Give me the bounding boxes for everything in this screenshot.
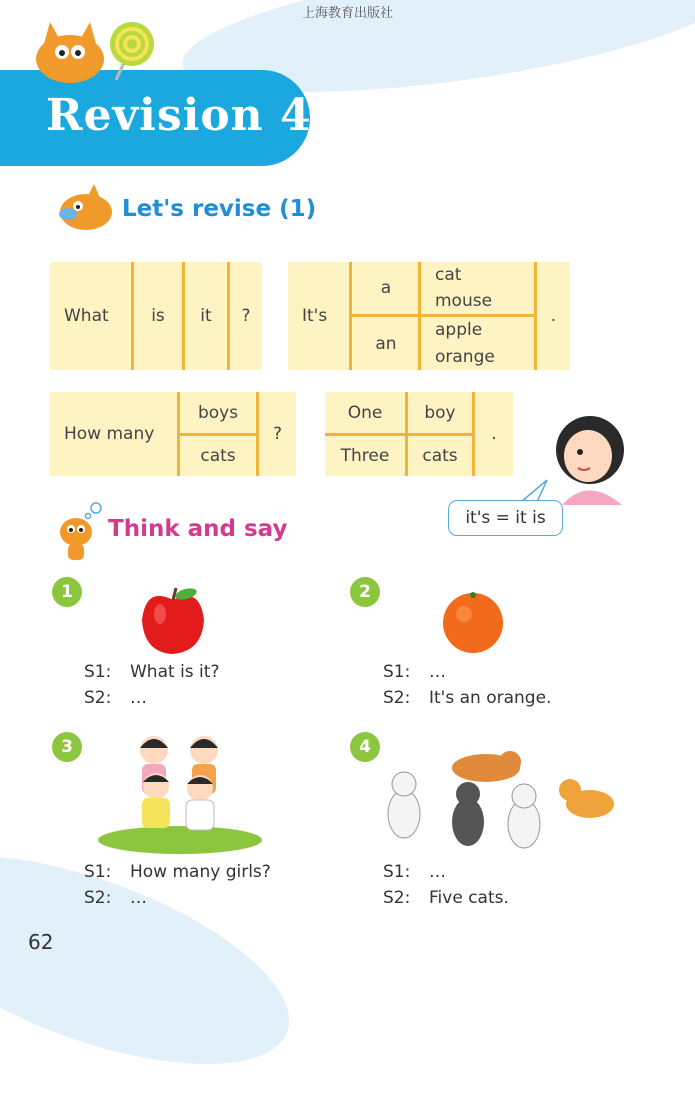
table-what-is-it (50, 262, 262, 370)
cell-period: . (550, 306, 557, 326)
dialogue-3 (84, 862, 271, 908)
dialogue-4 (383, 862, 509, 908)
orange-illustration (440, 588, 506, 654)
cell-mouse: mouse (435, 291, 493, 311)
lets-revise-title: Let's revise (1) (122, 196, 317, 222)
speaker-label: S2: (84, 888, 112, 908)
unit-title: Revision 4 (46, 90, 312, 141)
dialogue-1 (84, 662, 219, 708)
speaker-label: S1: (383, 862, 411, 882)
speaker-label: S2: (383, 688, 411, 708)
cell-an: an (375, 333, 397, 354)
item-number-badge: 3 (52, 732, 82, 762)
item-number-badge: 4 (350, 732, 380, 762)
cell-cat: cat (435, 265, 462, 285)
s1-line: … (429, 662, 446, 682)
s1-line: What is it? (130, 662, 220, 682)
cell-one: One (347, 402, 383, 423)
s2-line: … (130, 888, 147, 908)
table-one-three (325, 392, 513, 476)
cell-orange: orange (435, 346, 495, 367)
s2-line: Five cats. (429, 888, 509, 908)
cell-its: It's (302, 306, 328, 326)
cat-lollipop-icon (20, 14, 160, 84)
cell-three: Three (340, 446, 390, 466)
speaker-label: S1: (84, 862, 112, 882)
cat-phone-icon (48, 182, 118, 234)
speaker-label: S2: (383, 888, 411, 908)
children-illustration (96, 728, 264, 856)
speaker-label: S1: (84, 662, 112, 682)
cell-it: it (200, 306, 212, 326)
cat-thinking-icon (48, 502, 108, 564)
item-number-badge: 1 (52, 577, 82, 607)
publisher-name: 上海教育出版社 (301, 6, 393, 21)
apple-illustration (136, 586, 210, 658)
cell-apple: apple (435, 320, 483, 340)
cell-how-many: How many (64, 424, 155, 444)
cell-question-mark: ? (272, 424, 283, 444)
cell-is: is (151, 306, 165, 326)
cell-cats: cats (200, 446, 236, 466)
s1-line: … (429, 862, 446, 882)
cell-boy: boy (424, 402, 456, 423)
cats-illustration (382, 738, 626, 858)
girl-illustration (548, 410, 638, 505)
page-number: 62 (28, 930, 54, 954)
s1-line: How many girls? (130, 862, 271, 882)
think-and-say-title: Think and say (108, 516, 288, 542)
bottom-swoosh (0, 813, 315, 1107)
cell-a: a (380, 278, 392, 298)
cell-boys: boys (197, 402, 239, 423)
dialogue-2 (383, 662, 551, 708)
cell-question-mark: ? (241, 306, 251, 326)
table-its (288, 262, 570, 370)
cell-cats: cats (422, 446, 458, 466)
speech-bubble: it's = it is (448, 500, 563, 536)
s2-line: It's an orange. (429, 688, 552, 708)
cell-what: What (64, 306, 109, 326)
cell-period: . (491, 424, 497, 444)
speaker-label: S1: (383, 662, 411, 682)
item-number-badge: 2 (350, 577, 380, 607)
table-how-many (50, 392, 296, 476)
s2-line: … (130, 688, 147, 708)
speaker-label: S2: (84, 688, 112, 708)
